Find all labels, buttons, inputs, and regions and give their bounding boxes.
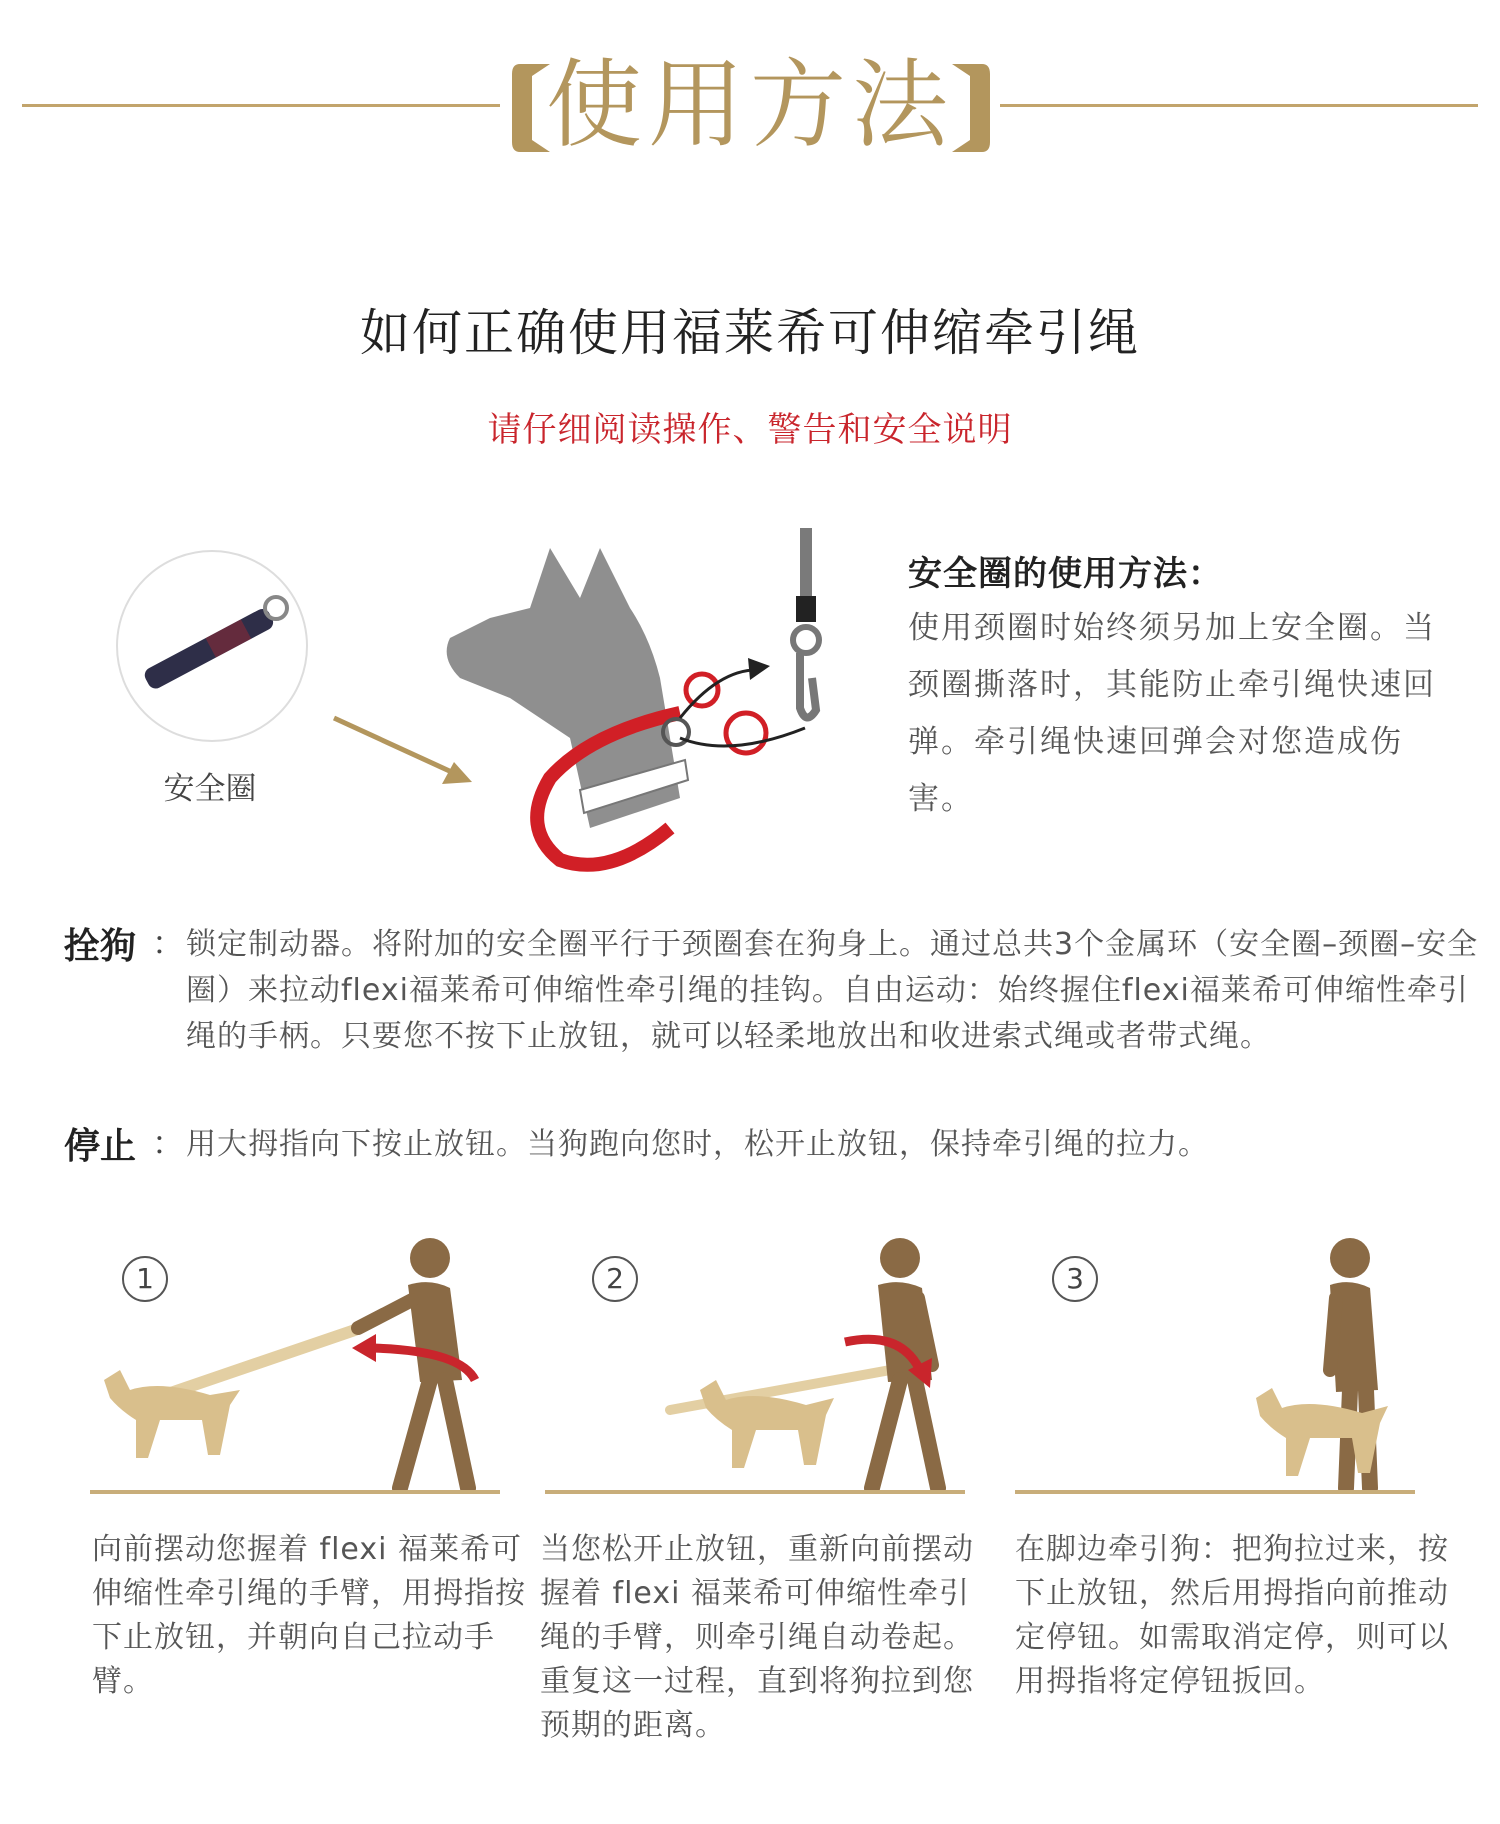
instruction-label: 拴狗 [64, 926, 137, 967]
step-3-text: 在脚边牵引狗：把狗拉过来，按下止放钮，然后用拇指向前推动定停钮。如需取消定停，则可以用拇指将定停钮扳回。 [1015, 1532, 1449, 1699]
instruction-stop [64, 1118, 1444, 1178]
warning-text: 请仔细阅读操作、警告和安全说明 [487, 410, 1013, 450]
step-number-1: 1 [122, 1256, 168, 1302]
instruction-label: 停止 [64, 1126, 137, 1167]
step-1-text: 向前摆动您握着 flexi 福莱希可伸缩性牵引绳的手臂，用拇指按下止放钮，并朝向自己拉动手臂。 [92, 1532, 526, 1699]
safety-loop-heading: 安全圈的使用方法： [908, 554, 1223, 594]
safety-loop-text: 使用颈圈时始终须另加上安全圈。当颈圈撕落时，其能防止牵引绳快速回弹。牵引绳快速回弹会对您造成伤害。 [908, 610, 1436, 817]
instruction-text: 用大拇指向下按止放钮。当狗跑向您时，松开止放钮，保持牵引绳的拉力。 [186, 1127, 1209, 1162]
safety-loop-circle-icon [114, 548, 310, 744]
step-number-3: 3 [1052, 1256, 1098, 1302]
bracket-right-icon [946, 64, 992, 152]
instruction-colon: ： [152, 1124, 185, 1162]
step-2-illustration-icon [540, 1230, 980, 1490]
step-1-illustration-icon [90, 1230, 510, 1490]
ground-line [90, 1490, 500, 1494]
step-2-text: 当您松开止放钮，重新向前摆动握着 flexi 福莱希可伸缩性牵引绳的手臂，则牵引绳自动卷起。重复这一过程，直到将狗拉到您预期的距离。 [540, 1532, 974, 1743]
page-title: 使用方法 [546, 49, 954, 161]
header-rule-right [1000, 104, 1478, 107]
instruction-colon: ： [152, 924, 185, 962]
ground-line [545, 1490, 965, 1494]
main-title: 如何正确使用福莱希可伸缩牵引绳 [360, 304, 1140, 362]
dog-head-collar-icon [430, 528, 850, 878]
safety-loop-label: 安全圈 [163, 771, 257, 807]
instruction-text: 锁定制动器。将附加的安全圈平行于颈圈套在狗身上。通过总共3个金属环（安全圈–颈圈–安全圈）来拉动flexi福莱希可伸缩性牵引绳的挂钩。自由运动：始终握住flexi福莱希可伸缩性牵引绳的手柄。只要您不按下止放钮，就可以轻柔地放出和收进索式绳或者带式绳。 [186, 927, 1479, 1054]
instruction-leash-dog [64, 918, 1479, 1108]
header-rule-left [22, 104, 500, 107]
ground-line [1015, 1490, 1415, 1494]
step-3-illustration-icon [1020, 1230, 1440, 1490]
step-number-2: 2 [592, 1256, 638, 1302]
